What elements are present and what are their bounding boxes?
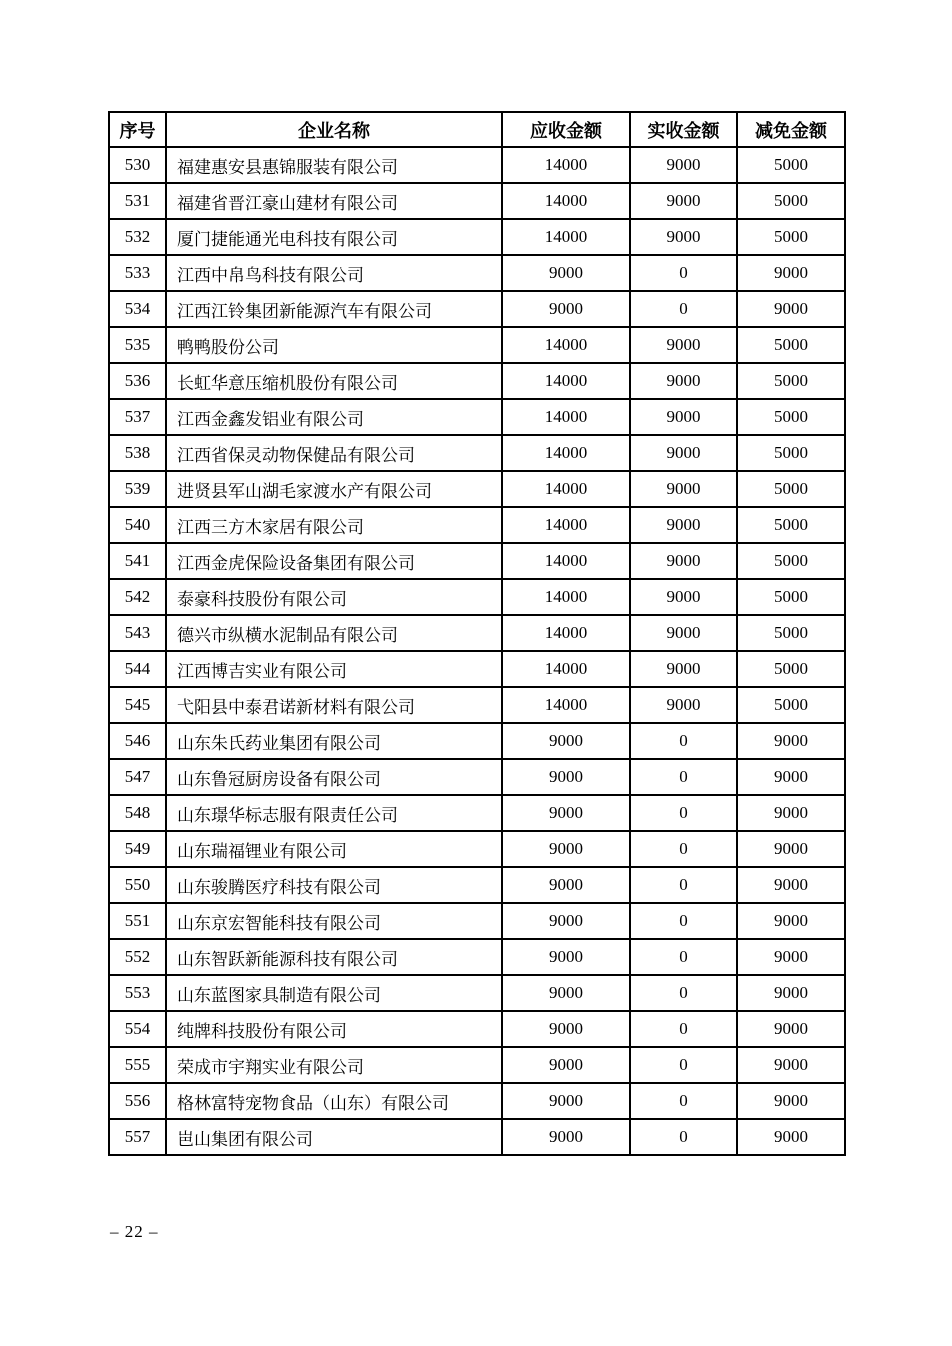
- cell-company-name: 山东京宏智能科技有限公司: [166, 903, 502, 939]
- table-row: [109, 903, 845, 939]
- cell-receivable-amount: 9000: [502, 1083, 630, 1119]
- table-row: [109, 759, 845, 795]
- cell-receivable-amount: 14000: [502, 471, 630, 507]
- cell-reduced-amount: 9000: [737, 1047, 845, 1083]
- cell-reduced-amount: 9000: [737, 1011, 845, 1047]
- cell-reduced-amount: 9000: [737, 255, 845, 291]
- cell-receivable-amount: 14000: [502, 435, 630, 471]
- cell-received-amount: 9000: [630, 399, 737, 435]
- cell-receivable-amount: 14000: [502, 399, 630, 435]
- page-number: – 22 –: [110, 1222, 159, 1241]
- cell-company-name: 泰豪科技股份有限公司: [166, 579, 502, 615]
- cell-company-name: 江西金虎保险设备集团有限公司: [166, 543, 502, 579]
- cell-company-name: 鸭鸭股份公司: [166, 327, 502, 363]
- header-row: [109, 112, 845, 147]
- cell-serial: 557: [109, 1119, 166, 1155]
- cell-receivable-amount: 9000: [502, 1119, 630, 1155]
- cell-receivable-amount: 14000: [502, 507, 630, 543]
- table-row: [109, 543, 845, 579]
- cell-reduced-amount: 9000: [737, 975, 845, 1011]
- cell-receivable-amount: 9000: [502, 903, 630, 939]
- fee-table-header: [109, 112, 845, 147]
- cell-serial: 539: [109, 471, 166, 507]
- cell-receivable-amount: 9000: [502, 759, 630, 795]
- cell-received-amount: 0: [630, 867, 737, 903]
- table-row: [109, 507, 845, 543]
- cell-received-amount: 9000: [630, 147, 737, 183]
- cell-company-name: 岜山集团有限公司: [166, 1119, 502, 1155]
- cell-reduced-amount: 9000: [737, 1119, 845, 1155]
- column-header-serial: 序号: [109, 112, 166, 147]
- table-row: [109, 939, 845, 975]
- cell-company-name: 江西金鑫发铝业有限公司: [166, 399, 502, 435]
- cell-company-name: 荣成市宇翔实业有限公司: [166, 1047, 502, 1083]
- cell-received-amount: 0: [630, 1119, 737, 1155]
- table-row: [109, 615, 845, 651]
- cell-receivable-amount: 9000: [502, 291, 630, 327]
- cell-company-name: 江西三方木家居有限公司: [166, 507, 502, 543]
- cell-serial: 556: [109, 1083, 166, 1119]
- cell-receivable-amount: 9000: [502, 723, 630, 759]
- table-row: [109, 687, 845, 723]
- cell-receivable-amount: 9000: [502, 1011, 630, 1047]
- table-row: [109, 795, 845, 831]
- cell-company-name: 山东智跃新能源科技有限公司: [166, 939, 502, 975]
- column-header-reduced: 减免金额: [737, 112, 845, 147]
- cell-reduced-amount: 5000: [737, 615, 845, 651]
- table-row: [109, 471, 845, 507]
- cell-received-amount: 0: [630, 903, 737, 939]
- cell-received-amount: 0: [630, 1047, 737, 1083]
- table-row: [109, 651, 845, 687]
- table-row: [109, 327, 845, 363]
- cell-serial: 548: [109, 795, 166, 831]
- cell-received-amount: 0: [630, 255, 737, 291]
- cell-company-name: 山东鲁冠厨房设备有限公司: [166, 759, 502, 795]
- table-row: [109, 183, 845, 219]
- table-row: [109, 435, 845, 471]
- cell-serial: 543: [109, 615, 166, 651]
- cell-received-amount: 0: [630, 795, 737, 831]
- cell-serial: 542: [109, 579, 166, 615]
- cell-reduced-amount: 5000: [737, 471, 845, 507]
- cell-receivable-amount: 14000: [502, 327, 630, 363]
- table-row: [109, 723, 845, 759]
- table-row: [109, 363, 845, 399]
- cell-receivable-amount: 14000: [502, 543, 630, 579]
- cell-serial: 533: [109, 255, 166, 291]
- cell-company-name: 江西江铃集团新能源汽车有限公司: [166, 291, 502, 327]
- cell-reduced-amount: 9000: [737, 831, 845, 867]
- cell-reduced-amount: 9000: [737, 867, 845, 903]
- cell-received-amount: 0: [630, 291, 737, 327]
- cell-received-amount: 9000: [630, 327, 737, 363]
- cell-received-amount: 9000: [630, 687, 737, 723]
- table-row: [109, 291, 845, 327]
- cell-receivable-amount: 14000: [502, 615, 630, 651]
- table-row: [109, 1119, 845, 1155]
- table-row: [109, 147, 845, 183]
- cell-company-name: 江西博吉实业有限公司: [166, 651, 502, 687]
- cell-received-amount: 9000: [630, 183, 737, 219]
- cell-company-name: 长虹华意压缩机股份有限公司: [166, 363, 502, 399]
- cell-company-name: 江西省保灵动物保健品有限公司: [166, 435, 502, 471]
- cell-serial: 537: [109, 399, 166, 435]
- cell-receivable-amount: 14000: [502, 579, 630, 615]
- cell-company-name: 山东骏腾医疗科技有限公司: [166, 867, 502, 903]
- cell-company-name: 山东朱氏药业集团有限公司: [166, 723, 502, 759]
- cell-company-name: 山东蓝图家具制造有限公司: [166, 975, 502, 1011]
- cell-reduced-amount: 5000: [737, 363, 845, 399]
- table-row: [109, 579, 845, 615]
- cell-reduced-amount: 9000: [737, 795, 845, 831]
- cell-company-name: 福建省晋江豪山建材有限公司: [166, 183, 502, 219]
- cell-received-amount: 9000: [630, 615, 737, 651]
- cell-receivable-amount: 9000: [502, 939, 630, 975]
- cell-receivable-amount: 9000: [502, 867, 630, 903]
- cell-receivable-amount: 14000: [502, 219, 630, 255]
- cell-serial: 545: [109, 687, 166, 723]
- cell-serial: 538: [109, 435, 166, 471]
- table-row: [109, 1083, 845, 1119]
- cell-reduced-amount: 5000: [737, 183, 845, 219]
- table-row: [109, 255, 845, 291]
- cell-receivable-amount: 14000: [502, 363, 630, 399]
- cell-reduced-amount: 5000: [737, 435, 845, 471]
- cell-received-amount: 0: [630, 831, 737, 867]
- cell-serial: 551: [109, 903, 166, 939]
- cell-receivable-amount: 9000: [502, 255, 630, 291]
- cell-serial: 544: [109, 651, 166, 687]
- cell-company-name: 格林富特宠物食品（山东）有限公司: [166, 1083, 502, 1119]
- fee-table-body: [109, 147, 845, 1155]
- cell-serial: 546: [109, 723, 166, 759]
- cell-receivable-amount: 9000: [502, 1047, 630, 1083]
- cell-serial: 547: [109, 759, 166, 795]
- cell-serial: 552: [109, 939, 166, 975]
- fee-table: [108, 111, 846, 1156]
- cell-serial: 534: [109, 291, 166, 327]
- cell-receivable-amount: 14000: [502, 147, 630, 183]
- cell-serial: 536: [109, 363, 166, 399]
- cell-received-amount: 0: [630, 975, 737, 1011]
- cell-reduced-amount: 5000: [737, 147, 845, 183]
- cell-serial: 532: [109, 219, 166, 255]
- cell-company-name: 纯牌科技股份有限公司: [166, 1011, 502, 1047]
- cell-company-name: 德兴市纵横水泥制品有限公司: [166, 615, 502, 651]
- cell-received-amount: 9000: [630, 471, 737, 507]
- cell-reduced-amount: 9000: [737, 759, 845, 795]
- table-row: [109, 1047, 845, 1083]
- cell-received-amount: 0: [630, 759, 737, 795]
- cell-receivable-amount: 9000: [502, 831, 630, 867]
- table-row: [109, 975, 845, 1011]
- column-header-received: 实收金额: [630, 112, 737, 147]
- table-row: [109, 219, 845, 255]
- cell-reduced-amount: 5000: [737, 579, 845, 615]
- cell-serial: 535: [109, 327, 166, 363]
- cell-serial: 555: [109, 1047, 166, 1083]
- cell-received-amount: 0: [630, 723, 737, 759]
- cell-reduced-amount: 5000: [737, 399, 845, 435]
- cell-company-name: 山东瑞福锂业有限公司: [166, 831, 502, 867]
- cell-company-name: 进贤县军山湖毛家渡水产有限公司: [166, 471, 502, 507]
- cell-company-name: 山东璟华标志服有限责任公司: [166, 795, 502, 831]
- cell-serial: 540: [109, 507, 166, 543]
- cell-reduced-amount: 5000: [737, 651, 845, 687]
- cell-serial: 531: [109, 183, 166, 219]
- cell-reduced-amount: 9000: [737, 291, 845, 327]
- cell-received-amount: 9000: [630, 543, 737, 579]
- cell-reduced-amount: 9000: [737, 939, 845, 975]
- cell-reduced-amount: 5000: [737, 219, 845, 255]
- cell-reduced-amount: 5000: [737, 507, 845, 543]
- table-row: [109, 831, 845, 867]
- cell-serial: 541: [109, 543, 166, 579]
- cell-received-amount: 9000: [630, 219, 737, 255]
- cell-company-name: 江西中帛鸟科技有限公司: [166, 255, 502, 291]
- table-row: [109, 1011, 845, 1047]
- cell-receivable-amount: 14000: [502, 183, 630, 219]
- cell-reduced-amount: 5000: [737, 543, 845, 579]
- cell-serial: 549: [109, 831, 166, 867]
- cell-serial: 554: [109, 1011, 166, 1047]
- cell-received-amount: 0: [630, 1083, 737, 1119]
- cell-received-amount: 9000: [630, 435, 737, 471]
- cell-received-amount: 9000: [630, 579, 737, 615]
- cell-received-amount: 9000: [630, 651, 737, 687]
- cell-received-amount: 0: [630, 939, 737, 975]
- cell-receivable-amount: 14000: [502, 687, 630, 723]
- table-row: [109, 399, 845, 435]
- cell-reduced-amount: 9000: [737, 1083, 845, 1119]
- cell-serial: 550: [109, 867, 166, 903]
- cell-reduced-amount: 9000: [737, 903, 845, 939]
- cell-receivable-amount: 14000: [502, 651, 630, 687]
- cell-company-name: 弋阳县中泰君诺新材料有限公司: [166, 687, 502, 723]
- cell-company-name: 福建惠安县惠锦服装有限公司: [166, 147, 502, 183]
- cell-receivable-amount: 9000: [502, 795, 630, 831]
- cell-reduced-amount: 5000: [737, 327, 845, 363]
- cell-reduced-amount: 9000: [737, 723, 845, 759]
- cell-serial: 553: [109, 975, 166, 1011]
- cell-serial: 530: [109, 147, 166, 183]
- column-header-company: 企业名称: [166, 112, 502, 147]
- cell-receivable-amount: 9000: [502, 975, 630, 1011]
- column-header-receivable: 应收金额: [502, 112, 630, 147]
- cell-received-amount: 9000: [630, 363, 737, 399]
- cell-received-amount: 0: [630, 1011, 737, 1047]
- cell-received-amount: 9000: [630, 507, 737, 543]
- cell-reduced-amount: 5000: [737, 687, 845, 723]
- cell-company-name: 厦门捷能通光电科技有限公司: [166, 219, 502, 255]
- table-row: [109, 867, 845, 903]
